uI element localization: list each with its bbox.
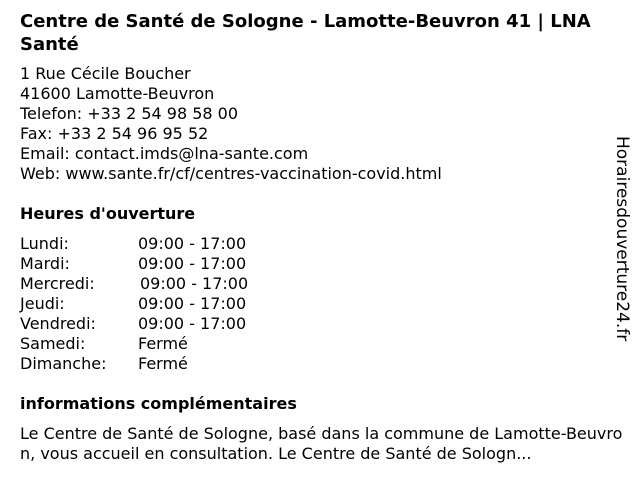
hours-day: Vendredi:	[20, 314, 96, 333]
hours-row-monday	[20, 234, 320, 254]
phone-line: Telefon: +33 2 54 98 58 00	[20, 104, 239, 123]
hours-day: Dimanche:	[20, 354, 107, 373]
email-line: Email: contact.imds@lna-sante.com	[20, 144, 309, 163]
hours-day: Jeudi:	[20, 294, 65, 313]
opening-hours-table	[20, 234, 320, 374]
hours-time: 09:00 - 17:00	[138, 314, 247, 333]
hours-day: Samedi:	[20, 334, 86, 353]
web-line: Web: www.sante.fr/cf/centres-vaccination-covid.html	[20, 164, 442, 183]
additional-info-text: Le Centre de Santé de Sologne, basé dans la commune de Lamotte-Beuvron, vous accueil en consultation. Le Centre de Santé de Sologn...	[20, 424, 623, 463]
hours-time: 09:00 - 17:00	[138, 254, 247, 273]
additional-info-heading: informations complémentaires	[20, 394, 297, 413]
hours-time: Fermé	[138, 334, 188, 353]
hours-time: Fermé	[138, 354, 188, 373]
page-title: Centre de Santé de Sologne - Lamotte-Beuvron 41 | LNA Santé	[20, 11, 591, 55]
hours-day: Mercredi:	[20, 274, 95, 293]
hours-day: Mardi:	[20, 254, 70, 273]
hours-row-thursday	[20, 294, 320, 314]
hours-row-wednesday	[20, 274, 320, 294]
fax-line: Fax: +33 2 54 96 95 52	[20, 124, 209, 143]
hours-time: 09:00 - 17:00	[140, 274, 249, 293]
address-block	[20, 64, 442, 184]
opening-hours-heading: Heures d'ouverture	[20, 204, 196, 223]
hours-row-sunday	[20, 354, 320, 374]
hours-row-saturday	[20, 334, 320, 354]
address-street: 1 Rue Cécile Boucher	[20, 64, 191, 83]
hours-time: 09:00 - 17:00	[138, 294, 247, 313]
hours-day: Lundi:	[20, 234, 69, 253]
address-city: 41600 Lamotte-Beuvron	[20, 84, 215, 103]
hours-time: 09:00 - 17:00	[138, 234, 247, 253]
hours-row-friday	[20, 314, 320, 334]
hours-row-tuesday	[20, 254, 320, 274]
watermark: Horairesdouverture24.fr	[612, 136, 632, 342]
